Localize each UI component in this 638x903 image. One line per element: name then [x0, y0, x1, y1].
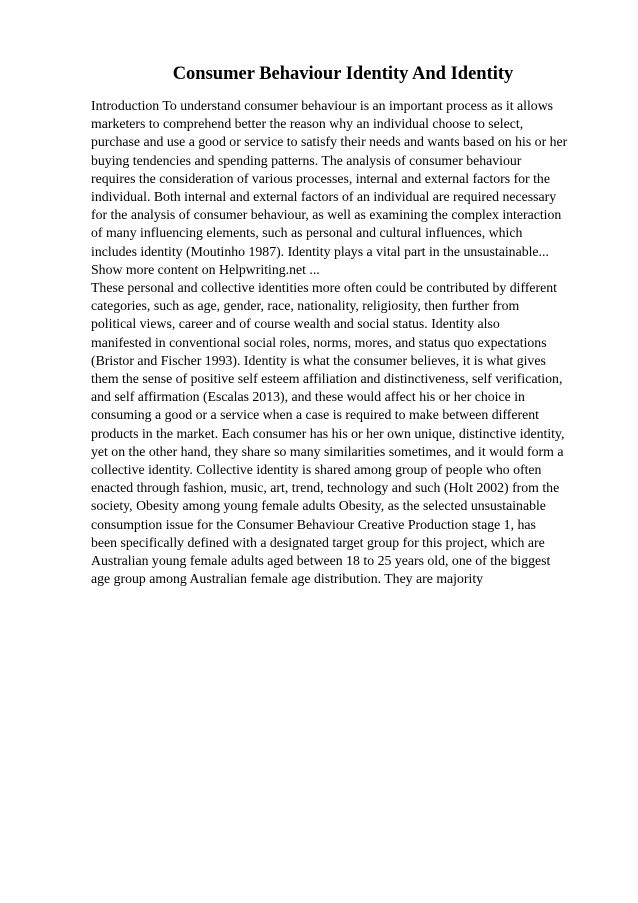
- body-line: consuming a good or a service when a case is required to make between different: [91, 407, 539, 423]
- body-line: society, Obesity among young female adults Obesity, as the selected unsustainable: [91, 498, 546, 514]
- body-line: of many influencing elements, such as personal and cultural influences, which: [91, 225, 523, 241]
- document-title: Consumer Behaviour Identity And Identity: [172, 64, 514, 84]
- body-line: (Bristor and Fischer 1993). Identity is what the consumer believes, it is what gives: [91, 352, 546, 368]
- body-line: individual. Both internal and external factors of an individual are required necessary: [91, 189, 557, 205]
- body-line: been specifically defined with a designated target group for this project, which are: [91, 534, 545, 550]
- body-line: consumption issue for the Consumer Behaviour Creative Production stage 1, has: [91, 516, 536, 532]
- body-line: requires the consideration of various processes, internal and external factors for the: [91, 170, 550, 186]
- body-line: enacted through fashion, music, art, trend, technology and such (Holt 2002) from the: [91, 480, 560, 496]
- body-line: them the sense of positive self esteem affiliation and distinctiveness, self verification,: [91, 371, 563, 387]
- body-line: Introduction To understand consumer behaviour is an important process as it allows: [91, 98, 554, 113]
- body-line: political views, career and of course wealth and social status. Identity also: [91, 316, 500, 332]
- body-line: and self affirmation (Escalas 2013), and these would affect his or her choice in: [91, 389, 525, 405]
- body-line: age group among Australian female age distribution. They are majority: [91, 571, 484, 587]
- body-line: products in the market. Each consumer has his or her own unique, distinctive identity,: [91, 425, 565, 441]
- body-line: marketers to comprehend better the reason why an individual choose to select,: [91, 116, 524, 132]
- body-line: includes identity (Moutinho 1987). Identity plays a vital part in the unsustainable...: [91, 243, 549, 259]
- body-line: manifested in conventional social roles, norms, mores, and status quo expectations: [91, 334, 547, 350]
- body-line: categories, such as age, gender, race, nationality, religiosity, then further from: [91, 298, 520, 314]
- body-line: yet on the other hand, they share so many similarities sometimes, and it would form a: [91, 443, 564, 459]
- show-more-link[interactable]: Show more content on Helpwriting.net ...: [91, 261, 320, 277]
- body-line: Australian young female adults aged between 18 to 25 years old, one of the biggest: [91, 553, 551, 569]
- document-body: [91, 97, 611, 588]
- body-line: These personal and collective identities more often could be contributed by different: [91, 280, 557, 296]
- body-line: purchase and use a good or service to satisfy their needs and wants based on his or her: [91, 134, 568, 150]
- body-line: for the analysis of consumer behaviour, as well as examining the complex interaction: [91, 207, 562, 223]
- body-line: collective identity. Collective identity is shared among group of people who often: [91, 462, 542, 478]
- body-line: buying tendencies and spending patterns. The analysis of consumer behaviour: [91, 152, 522, 168]
